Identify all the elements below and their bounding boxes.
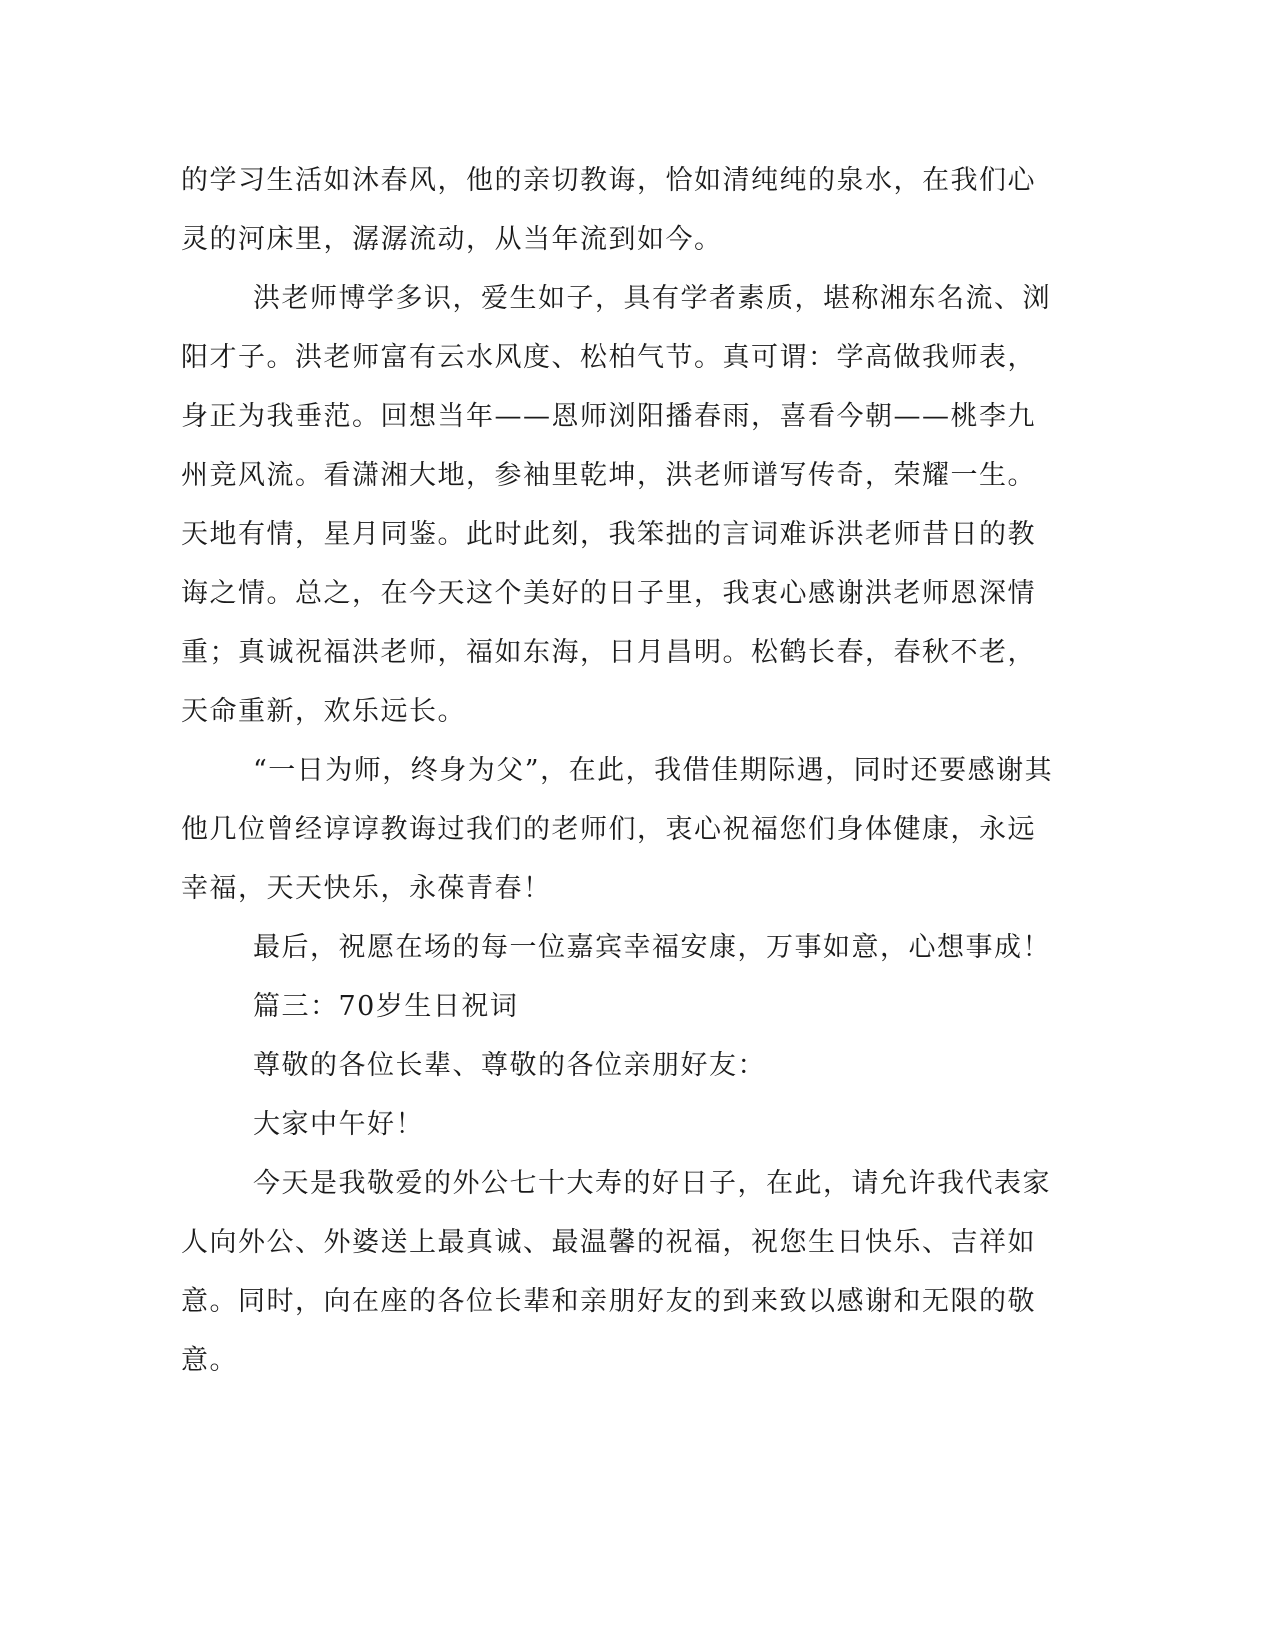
text-line: 幸福，天天快乐，永葆青春！ bbox=[181, 873, 552, 904]
text-line: 他几位曾经谆谆教诲过我们的老师们，衷心祝福您们身体健康，永远 bbox=[181, 814, 1036, 845]
document-page bbox=[181, 151, 1054, 1390]
paragraph-1 bbox=[181, 151, 1036, 269]
text-line: 意。同时，向在座的各位长辈和亲朋好友的到来致以感谢和无限的敬 bbox=[181, 1286, 1036, 1317]
paragraph-3 bbox=[181, 741, 1054, 918]
text-line: 诲之情。总之，在今天这个美好的日子里，我衷心感谢洪老师恩深情 bbox=[181, 578, 1036, 609]
text-line: 最后，祝愿在场的每一位嘉宾幸福安康，万事如意，心想事成！ bbox=[253, 932, 1051, 963]
text-line: 今天是我敬爱的外公七十大寿的好日子，在此，请允许我代表家 bbox=[253, 1168, 1051, 1199]
text-line: 人向外公、外婆送上最真诚、最温馨的祝福，祝您生日快乐、吉祥如 bbox=[181, 1227, 1036, 1258]
text-line: 篇三：70岁生日祝词 bbox=[253, 991, 519, 1022]
paragraph-8 bbox=[181, 1154, 1051, 1390]
section-heading bbox=[181, 977, 1026, 1036]
text-line: 州竞风流。看潇湘大地，参袖里乾坤，洪老师谱写传奇，荣耀一生。 bbox=[181, 460, 1036, 491]
text-line: 天命重新，欢乐远长。 bbox=[181, 696, 466, 727]
text-line: 洪老师博学多识，爱生如子，具有学者素质，堪称湘东名流、浏 bbox=[253, 283, 1051, 314]
text-line: 身正为我垂范。回想当年——恩师浏阳播春雨，喜看今朝——桃李九 bbox=[181, 401, 1036, 432]
text-line: 意。 bbox=[181, 1345, 238, 1376]
text-line: 灵的河床里，潺潺流动，从当年流到如今。 bbox=[181, 224, 723, 255]
greeting bbox=[181, 1095, 1026, 1154]
text-line: “一日为师，终身为父”，在此，我借佳期际遇，同时还要感谢其 bbox=[253, 755, 1054, 786]
text-line: 大家中午好！ bbox=[253, 1109, 424, 1140]
paragraph-4 bbox=[181, 918, 1051, 977]
text-line: 重；真诚祝福洪老师，福如东海，日月昌明。松鹤长春，春秋不老， bbox=[181, 637, 1036, 668]
text-line: 的学习生活如沐春风，他的亲切教诲，恰如清纯纯的泉水，在我们心 bbox=[181, 165, 1036, 196]
salutation bbox=[181, 1036, 1026, 1095]
paragraph-2 bbox=[181, 269, 1051, 741]
text-line: 尊敬的各位长辈、尊敬的各位亲朋好友： bbox=[253, 1050, 766, 1081]
text-line: 天地有情，星月同鉴。此时此刻，我笨拙的言词难诉洪老师昔日的教 bbox=[181, 519, 1036, 550]
text-line: 阳才子。洪老师富有云水风度、松柏气节。真可谓：学高做我师表， bbox=[181, 342, 1036, 373]
